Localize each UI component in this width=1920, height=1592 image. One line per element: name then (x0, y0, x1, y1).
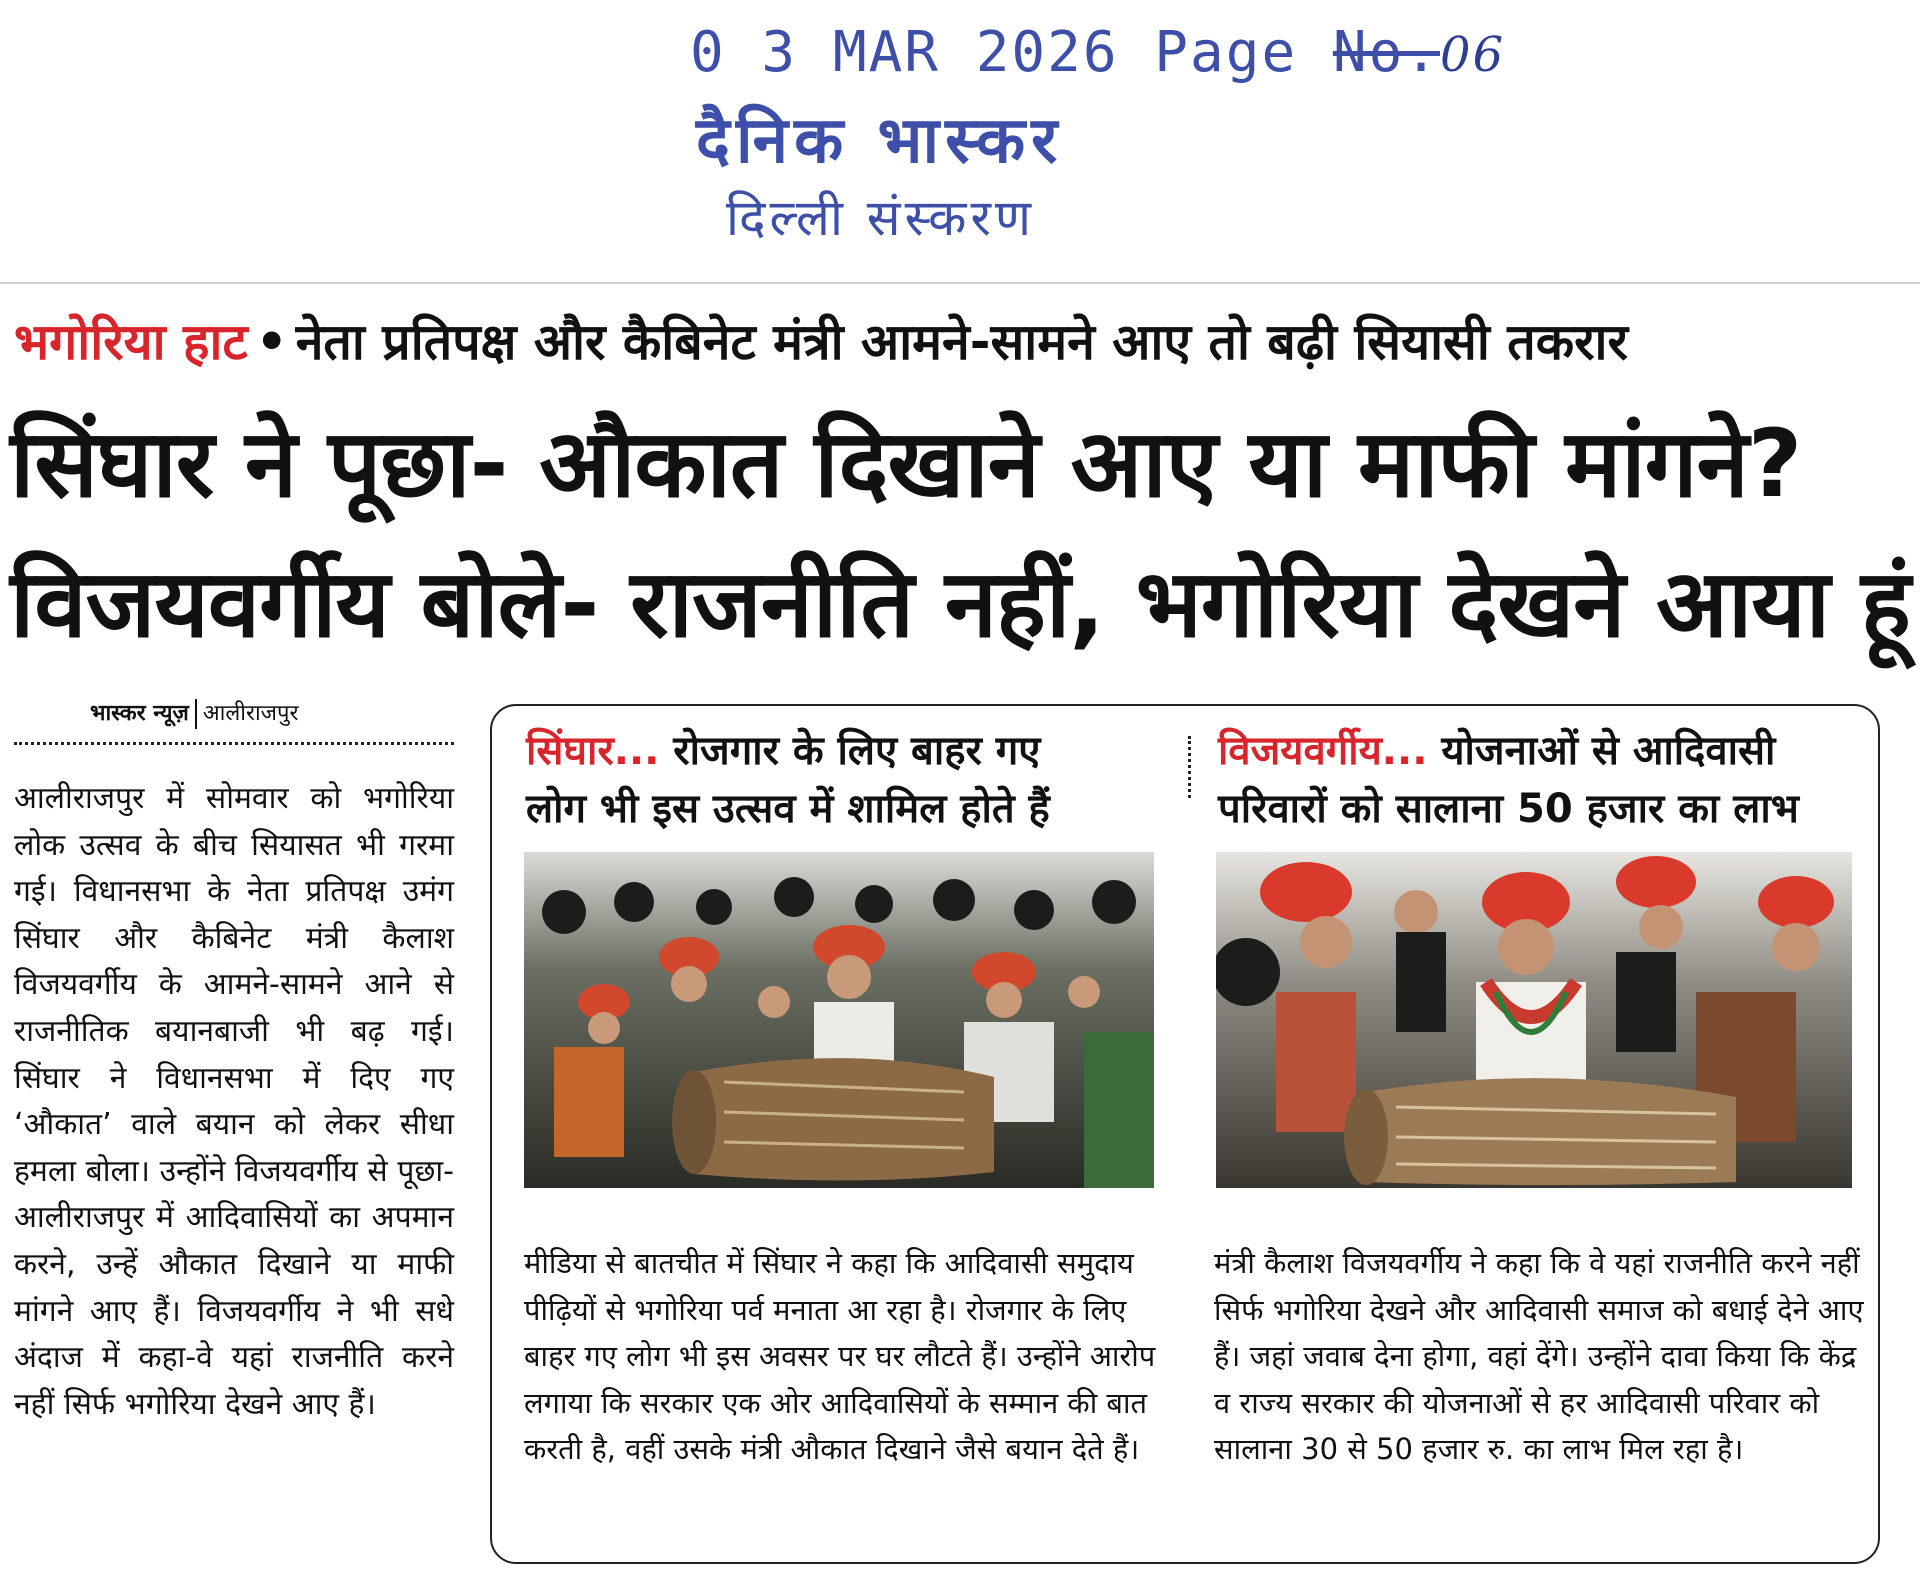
feature-right-heading-line2: परिवारों को सालाना 50 हजार का लाभ (1218, 786, 1799, 832)
feature-left-heading-line1: रोजगार के लिए बाहर गए (673, 728, 1041, 774)
feature-right-tag: विजयवर्गीय... (1218, 728, 1428, 774)
byline-separator (195, 699, 197, 729)
byline-place: आलीराजपुर (202, 701, 299, 726)
stamp-date-line (690, 20, 1505, 85)
photo-singhar-festival (524, 852, 1154, 1188)
stamp-page-number: 06 (1440, 27, 1506, 83)
feature-right-body-text: मंत्री कैलाश विजयवर्गीय ने कहा कि वे यहां राजनीति करने नहीं सिर्फ भगोरिया देखने और आदिवासी समाज को बधाई देने आए हैं। जहां जवाब देना होगा, वहां देंगे। उन्होंने दावा किया कि केंद्र व राज्य सरकार की योजनाओं से हर आदिवासी परिवार को सालाना 30 से 50 हजार रु. का लाभ मिल रहा है। (1214, 1246, 1864, 1466)
archive-stamp (690, 12, 1506, 252)
feature-left-body (524, 1240, 1164, 1473)
kicker-line (14, 302, 1914, 382)
headline-line-2: विजयवर्गीय बोले- राजनीति नहीं, भगोरिया देखने आया हूं (10, 550, 1910, 659)
byline-rule (14, 742, 454, 745)
photo-singhar-illustration (524, 852, 1154, 1188)
kicker-text: नेता प्रतिपक्ष और कैबिनेट मंत्री आमने-सामने आए तो बढ़ी सियासी तकरार (295, 313, 1628, 371)
photo-vijayvargiya-festival (1216, 852, 1852, 1188)
byline (90, 694, 298, 734)
stamp-date: 0 3 MAR 2026 (690, 20, 1119, 85)
kicker-bullet: • (255, 313, 288, 371)
feature-left-tag: सिंघार... (526, 728, 660, 774)
stamp-newspaper-name: दैनिक भास्कर (696, 104, 1064, 178)
feature-left-heading-line2: लोग भी इस उत्सव में शामिल होते हैं (526, 786, 1050, 832)
article-body (14, 776, 454, 1428)
stamp-page-label: Page (1154, 20, 1298, 85)
feature-left-heading (526, 722, 1166, 838)
byline-agency: भास्कर न्यूज़ (90, 701, 189, 726)
feature-right-heading-line1: योजनाओं से आदिवासी (1441, 728, 1776, 774)
article-body-text: आलीराजपुर में सोमवार को भगोरिया लोक उत्सव के बीच सियासत भी गरमा गई। विधानसभा के नेता प्रतिपक्ष उमंग सिंघार और कैबिनेट मंत्री कैलाश विजयवर्गीय के आमने-सामने आने से राजनीतिक बयानबाजी भी बढ़ गई। सिंघार ने विधानसभा में दिए गए ‘औकात’ वाले बयान को लेकर सीधा हमला बोला। उन्होंने विजयवर्गीय से पूछा- आलीराजपुर में आदिवासियों का अपमान करने, उन्हें औकात दिखाने या माफी मांगने आए हैं। विजयवर्गीय ने भी सधे अंदाज में कहा-वे यहां राजनीति करने नहीं सिर्फ भगोरिया देखने आए हैं। (14, 781, 454, 1422)
clipping-edge (0, 282, 1920, 284)
headline-line-1: सिंघार ने पूछा- औकात दिखाने आए या माफी मांगने? (10, 410, 1802, 519)
feature-right-heading (1218, 722, 1858, 838)
kicker-tag: भगोरिया हाट (14, 313, 248, 371)
photo-vijayvargiya-illustration (1216, 852, 1852, 1188)
stamp-page-no-label: No. (1332, 20, 1441, 85)
stamp-edition: दिल्ली संस्करण (726, 189, 1036, 247)
feature-column-divider (1188, 736, 1191, 798)
feature-left-body-text: मीडिया से बातचीत में सिंघार ने कहा कि आदिवासी समुदाय पीढ़ियों से भगोरिया पर्व मनाता आ रहा है। रोजगार के लिए बाहर गए लोग भी इस अवसर पर घर लौटते हैं। उन्होंने आरोप लगाया कि सरकार एक ओर आदिवासियों के सम्मान की बात करती है, वहीं उसके मंत्री औकात दिखाने जैसे बयान देते हैं। (524, 1246, 1156, 1466)
feature-right-body (1214, 1240, 1864, 1473)
